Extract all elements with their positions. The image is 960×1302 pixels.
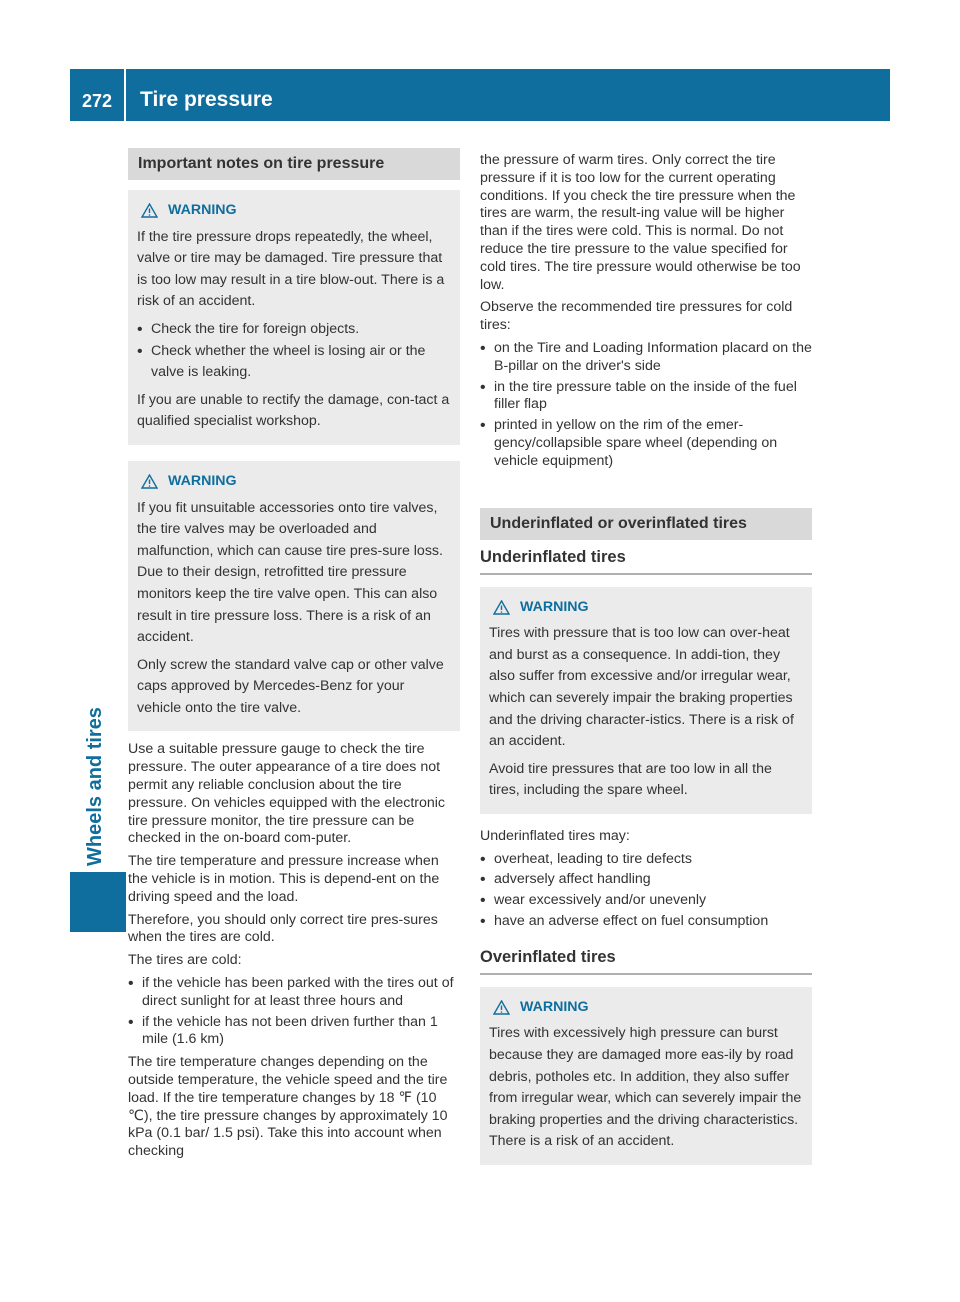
warning-bullet: • Check the tire for foreign objects.	[137, 319, 451, 341]
warning-triangle-icon	[493, 600, 510, 615]
subheading-underinflated: Underinflated tires	[480, 548, 812, 575]
subheading-overinflated: Overinflated tires	[480, 948, 812, 975]
warning-label: WARNING	[168, 202, 237, 218]
paragraph: The tire temperature and pressure increase when the vehicle is in motion. This is depend-ent on the driving speed and the load.	[128, 853, 440, 905]
warning-box	[480, 587, 812, 814]
warning-text: Only screw the standard valve cap or other valve caps approved by Mercedes-Benz for your vehicle onto the tire valve.	[137, 656, 444, 716]
bullet-list	[128, 975, 460, 1049]
bullet-list	[480, 851, 812, 931]
side-tab-marker	[70, 872, 126, 932]
warning-text: If you fit unsuitable accessories onto tire valves, the tire valves may be overloaded and malfunction, which can cause tire pres-sure loss. Due to their design, retrofitted tire pressure monitors keep the tire valve open. This can also result in tire pressure loss. There is a risk of an accident.	[137, 499, 443, 646]
warning-box	[128, 461, 460, 732]
warning-text: If the tire pressure drops repeatedly, the wheel, valve or tire may be damaged. Tire pressure that is too low may result in a tire blow-out. There is a risk of an accident.	[137, 228, 445, 310]
paragraph: Underinflated tires may:	[480, 827, 630, 844]
paragraph: Observe the recommended tire pressures for cold tires:	[480, 299, 793, 334]
list-item: • overheat, leading to tire defects	[480, 851, 812, 869]
page-title: Tire pressure	[140, 88, 273, 111]
list-item: • printed in yellow on the rim of the emer-gency/collapsible spare wheel (depending on vehicle equipment)	[480, 417, 812, 470]
right-column	[480, 152, 812, 1165]
warning-text: Avoid tire pressures that are too low in all the tires, including the spare wheel.	[489, 760, 772, 799]
warning-text: Tires with pressure that is too low can over-heat and burst as a consequence. In addi-tion, they also suffer from excessive and/or irregular wear, which can severely impair the braking properties and the driving character-istics. There is a risk of an accident.	[489, 625, 794, 750]
warning-header	[489, 597, 803, 619]
left-column	[128, 148, 460, 1166]
paragraph: The tire temperature changes depending on the outside temperature, the vehicle speed and the tire load. If the tire temperature changes by 18 ℉ (10 ℃), the tire pressure changes by approximately 10 kPa (0.1 bar/ 1.5 psi). Take this into account when checking	[128, 1054, 448, 1160]
section-heading-under-over: Underinflated or overinflated tires	[480, 508, 812, 540]
warning-label: WARNING	[168, 472, 237, 489]
warning-bullet: • Check whether the wheel is losing air or the valve is leaking.	[137, 341, 451, 384]
warning-text: Tires with excessively high pressure can burst because they are damaged more eas-ily by road debris, potholes etc. In addition, they also suffer from irregular wear, which can severely impair the braking properties and the driving characteristics. There is a risk of an accident.	[489, 1025, 802, 1150]
list-item: • have an adverse effect on fuel consumption	[480, 913, 812, 931]
warning-label: WARNING	[520, 998, 589, 1015]
side-tab-label: Wheels and tires	[84, 707, 106, 866]
paragraph: Use a suitable pressure gauge to check the tire pressure. The outer appearance of a tire does not permit any reliable conclusion about the tire pressure. On vehicles equipped with the electronic tire pressure monitor, the tire pressure can be checked in the on-board com-puter.	[128, 741, 446, 847]
warning-header	[137, 200, 451, 222]
paragraph: Therefore, you should only correct tire pres-sures when the tires are cold.	[128, 911, 438, 946]
warning-header	[489, 997, 803, 1019]
list-item: • if the vehicle has been parked with the tires out of direct sunlight for at least three hours and	[128, 975, 460, 1011]
list-item: • on the Tire and Loading Information placard on the B-pillar on the driver's side	[480, 340, 812, 376]
list-item: • wear excessively and/or unevenly	[480, 892, 812, 910]
warning-triangle-icon	[141, 474, 158, 489]
bullet-list	[480, 340, 812, 471]
paragraph: The tires are cold:	[128, 952, 242, 969]
warning-label: WARNING	[520, 598, 589, 615]
warning-triangle-icon	[493, 1000, 510, 1015]
warning-text: If you are unable to rectify the damage, con-tact a qualified specialist workshop.	[137, 391, 450, 430]
warning-header	[137, 471, 451, 493]
warning-box	[480, 987, 812, 1165]
section-heading-important-notes: Important notes on tire pressure	[128, 148, 460, 180]
list-item: • if the vehicle has not been driven further than 1 mile (1.6 km)	[128, 1014, 460, 1050]
warning-triangle-icon	[141, 203, 158, 218]
list-item: • adversely affect handling	[480, 871, 812, 889]
warning-box	[128, 190, 460, 445]
page-number: 272	[70, 69, 126, 121]
list-item: • in the tire pressure table on the inside of the fuel filler flap	[480, 379, 812, 415]
paragraph: the pressure of warm tires. Only correct the tire pressure if it is too low for the current operating conditions. If you check the tire pressure when the tires are warm, the result-ing value will be higher than if the tires were cold. This is normal. Do not reduce the tire pressure to the value specified for cold tires. The tire pressure would otherwise be too low.	[480, 152, 801, 293]
body-text	[128, 741, 460, 970]
